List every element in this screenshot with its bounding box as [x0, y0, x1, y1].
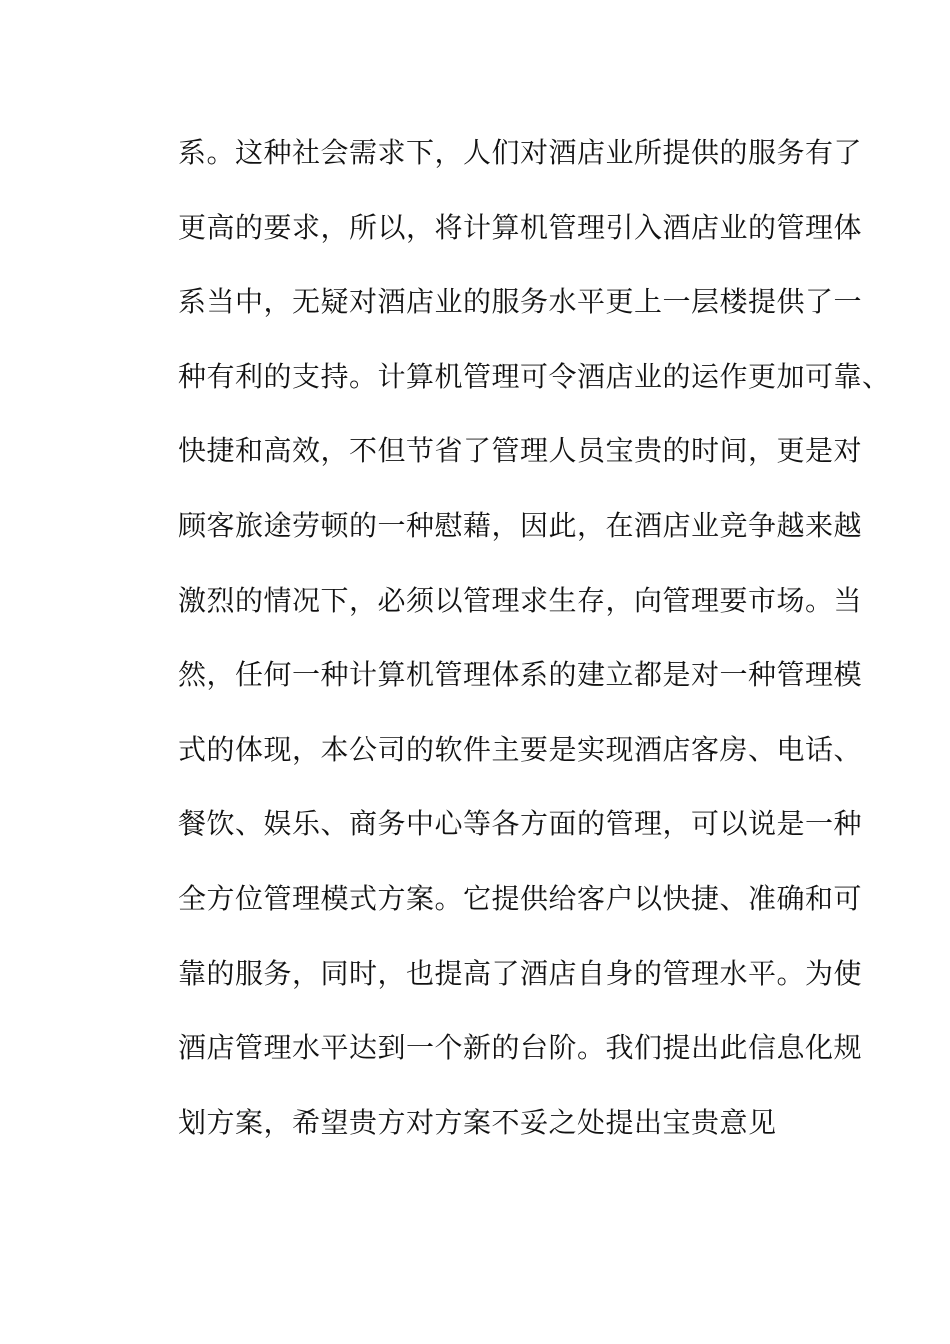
- text-line: 酒店管理水平达到一个新的台阶。我们提出此信息化规: [178, 1031, 863, 1065]
- text-line: 式的体现，本公司的软件主要是实现酒店客房、电话、: [178, 732, 863, 766]
- text-line: 划方案，希望贵方对方案不妥之处提出宝贵意见: [178, 1105, 777, 1139]
- text-line: 全方位管理模式方案。它提供给客户以快捷、准确和可: [178, 881, 863, 915]
- text-line: 种有利的支持。计算机管理可令酒店业的运作更加可靠、: [178, 359, 891, 393]
- body-paragraph: [178, 133, 891, 1177]
- text-line: 靠的服务，同时，也提高了酒店自身的管理水平。为使: [178, 956, 863, 990]
- text-line: 系。这种社会需求下，人们对酒店业所提供的服务有了: [178, 136, 863, 169]
- text-line: 系当中，无疑对酒店业的服务水平更上一层楼提供了一: [178, 285, 863, 319]
- text-line: 顾客旅途劳顿的一种慰藉，因此，在酒店业竞争越来越: [178, 508, 863, 542]
- text-line: 快捷和高效，不但节省了管理人员宝贵的时间，更是对: [178, 434, 863, 468]
- text-line: 激烈的情况下，必须以管理求生存，向管理要市场。当: [178, 583, 863, 617]
- text-line: 然，任何一种计算机管理体系的建立都是对一种管理模: [178, 658, 863, 692]
- text-line: 餐饮、娱乐、商务中心等各方面的管理，可以说是一种: [178, 807, 863, 841]
- text-line: 更高的要求，所以，将计算机管理引入酒店业的管理体: [178, 210, 863, 244]
